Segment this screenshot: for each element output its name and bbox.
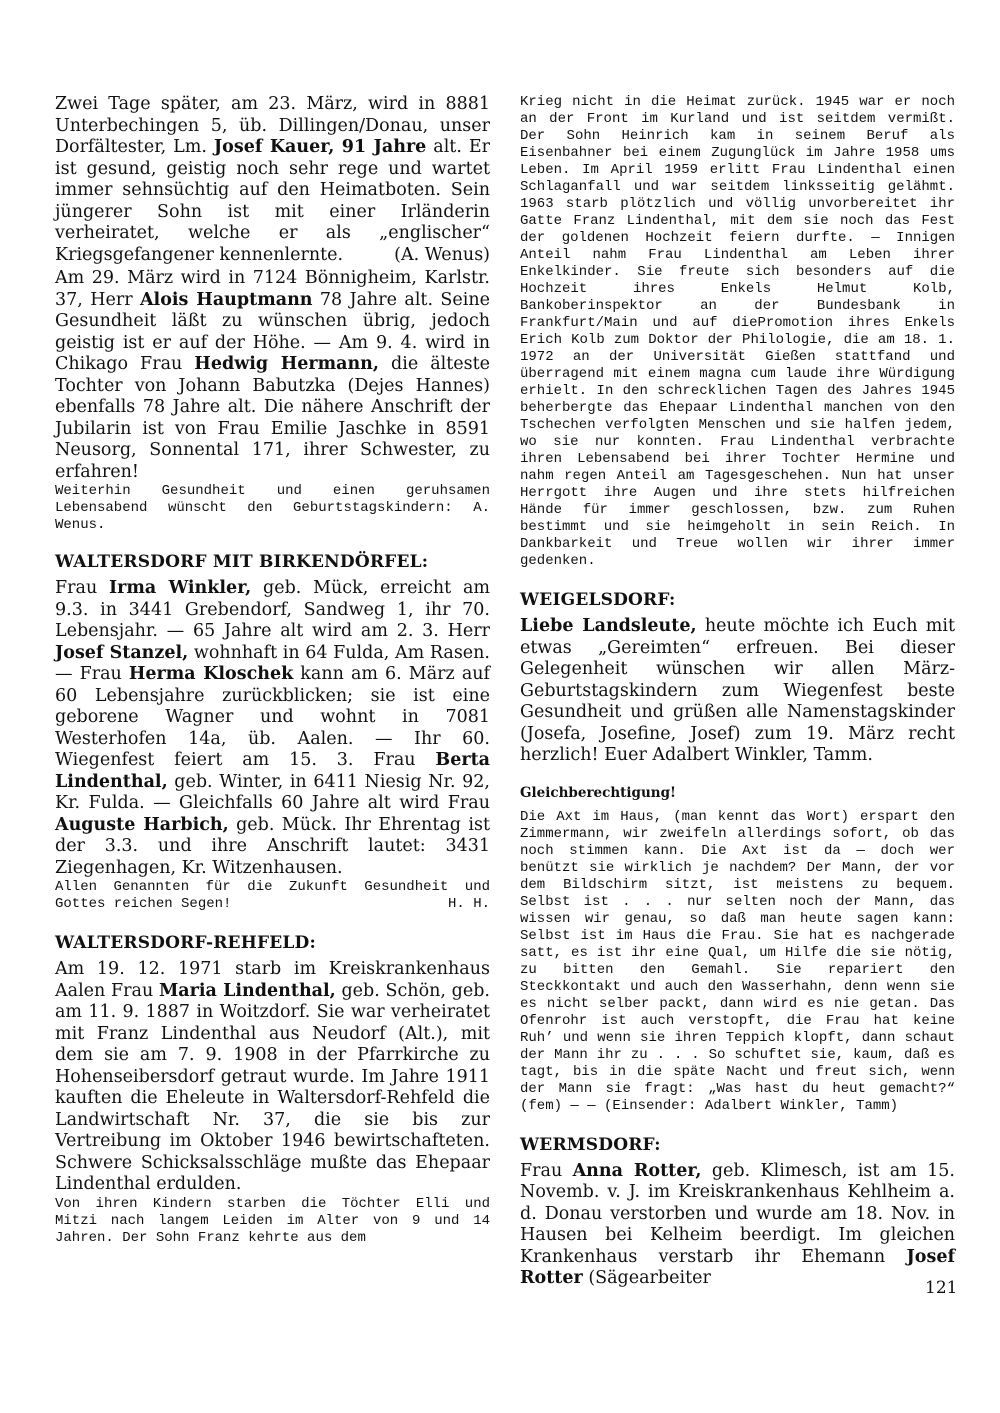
paragraph-rehfeld	[55, 959, 490, 1196]
text: Am 19. 12. 1971 starb im Kreiskrankenhaus Aalen Frau	[55, 959, 490, 1001]
text: Frau	[55, 578, 109, 598]
closing-wish	[55, 879, 490, 913]
text: Am 29. März wird in 7124 Bönnigheim, Karlstr. 37, Herr	[55, 268, 490, 310]
greeting-bold: Liebe Landsleute,	[520, 616, 697, 636]
section-heading-waltersdorf-birkendoerfel: WALTERSDORF MIT BIRKENDÖRFEL:	[55, 552, 429, 572]
paragraph-waltersdorf	[55, 578, 490, 879]
name-bold: Josef Rotter	[520, 1246, 955, 1288]
name-bold: Hedwig Hermann,	[194, 354, 379, 374]
text: geb. Mück. Ihr Ehrentag ist der 3.3. und ihre Anschrift lautet: 3431 Ziegenhagen, Kr. Witzenhausen.	[55, 814, 490, 878]
name-bold: Irma Winkler,	[109, 578, 252, 598]
right-column	[520, 94, 955, 1290]
text: geb. Winter, in 6411 Niesig Nr. 92, Kr. Fulda. — Gleichfalls 60 Jahre alt wird Frau	[55, 771, 490, 813]
name-bold: Josef Kauer, 91 Jahre	[213, 137, 427, 157]
section-heading-weigelsdorf: WEIGELSDORF:	[520, 590, 676, 610]
section-heading-waltersdorf-rehfeld: WALTERSDORF-REHFELD:	[55, 933, 316, 953]
text: wohnhaft in 64 Fulda, Am Rasen. — Frau	[55, 642, 490, 684]
author-signature: (A. Wenus)	[394, 244, 490, 265]
name-bold: Alois Hauptmann	[139, 289, 313, 310]
name-bold: Josef Stanzel,	[55, 642, 189, 663]
text: (Sägearbeiter	[582, 1268, 711, 1288]
closing-wish: Weiterhin Gesundheit und einen geruhsamen Lebensabend wünscht den Geburtstagskindern: A. Wenus.	[55, 483, 490, 533]
text: Zwei Tage später, am 23. März, wird in 8881 Unterbechingen 5, üb. Dillingen/Donau, unser Dorfältester, Lm.	[55, 94, 490, 157]
text: alt. Er ist gesund, geistig noch sehr rege und wartet immer sehnsüchtig auf den Heimatboten. Sein jüngerer Sohn ist mit einer Irländerin verheiratet, welche er als „englischer“ Kriegsgefangener kennenlernte.	[55, 137, 490, 265]
name-bold: Maria Lindenthal,	[158, 980, 336, 1001]
paragraph-hauptmann	[55, 268, 490, 483]
section-heading-wermsdorf: WERMSDORF:	[520, 1134, 661, 1155]
text: 78 Jahre alt. Seine Gesundheit läßt zu wünschen übrig, jedoch geistig ist er auf der Höhe. — Am 9. 4. wird in Chikago Frau	[55, 289, 490, 374]
paragraph-rehfeld-continued: Von ihren Kindern starben die Töchter Elli und Mitzi nach langem Leiden im Alter von 9 und 14 Jahren. Der Sohn Franz kehrte aus dem	[55, 1195, 490, 1246]
name-bold: Herma Kloschek	[128, 664, 294, 684]
paragraph-weigelsdorf	[520, 616, 955, 767]
text: Allen Genannten für die Zukunft Gesundheit und Gottes reichen Segen!	[55, 879, 490, 912]
left-column	[55, 94, 490, 1247]
text: geb. Mück, erreicht am 9.3. in 3441 Grebendorf, Sandweg 1, ihr 70. Lebensjahr. — 65 Jahre alt wird am 2. 3. Herr	[55, 578, 490, 641]
name-bold: Berta Lindenthal,	[55, 750, 490, 792]
text: kann am 6. März auf 60 Lebensjahre zurückblicken; sie ist eine geborene Wagner und wohnt in 7081 Westerhofen 14a, üb. Aalen. — Ihr 60. Wiegenfest feiert am 15. 3. Frau	[55, 664, 490, 770]
name-bold: Auguste Harbich,	[55, 814, 229, 835]
text: die älteste Tochter von Johann Babutzka (Dejes Hannes) ebenfalls 78 Jahre alt. Die nähere Anschrift der Jubilarin ist von Frau Emilie Jaschke in 8591 Neusorg, Sonnental 171, ihrer Schwester, zu erfahren!	[55, 354, 490, 482]
paragraph-lindenthal-obituary: Krieg nicht in die Heimat zurück. 1945 war er noch an der Front im Kurland und ist seitdem vermißt. Der Sohn Heinrich kam in seinem Beruf als Eisenbahner bei einem Zugunglück im Jahre 1958 ums Leben. Im April 1959 erlitt Frau Lindenthal einen Schlaganfall und war seitdem linksseitig gelähmt. 1963 starb plötzlich und völlig unvorbereitet ihr Gatte Franz Lindenthal, mit dem sie noch das Fest der goldenen Hochzeit feiern durfte. — Innigen Anteil nahm Frau Lindenthal am Leben ihrer Enkelkinder. Sie freute sich besonders auf die Hochzeit ihres Enkels Helmut Kolb, Bankoberinspektor an der Bundesbank in Frankfurt/Main und auf diePromotion ihres Enkels Erich Kolb zum Doktor der Philologie, die am 18. 1. 1972 an der Universität Gießen stattfand und überragend mit einem magna cum laude ihre Würdigung erhielt. In den schrecklichen Tagen des Jahres 1945 beherbergte das Ehepaar Lindenthal manchen von den Tschechen verfolgten Menschen und sie halfen jedem, wo sie nur konnten. Frau Lindenthal verbrachte ihren Lebensabend bei ihrer Tochter Hermine und nahm regen Anteil am Tagesgeschehen. Nun hat unser Herrgott ihre Augen und ihre stets hilfreichen Hände für immer geschlossen, bzw. zum Ruhen bestimmt und sie heimgeholt in sein Reich. In Dankbarkeit und Treue wollen wir ihrer immer gedenken.	[520, 94, 955, 569]
author-signature: H. H.	[447, 896, 490, 912]
text: geb. Klimesch, ist am 15. Novemb. v. J. im Kreiskrankenhaus Kehlheim a. d. Donau verstorben und wurde am 18. Nov. in Hausen bei Kelheim beerdigt. Im gleichen Krankenhaus verstarb ihr Ehemann	[520, 1160, 955, 1267]
poem-title: Gleichberechtigung!	[520, 784, 676, 801]
page-number: 121	[925, 1278, 958, 1298]
name-bold: Anna Rotter,	[572, 1160, 702, 1181]
text: Frau	[520, 1160, 573, 1181]
paragraph-wermsdorf	[520, 1161, 955, 1290]
text: heute möchte ich Euch mit etwas „Gereimten“ erfreuen. Bei dieser Gelegenheit wünschen wir allen März-Geburtstagskindern zum Wiegenfest beste Gesundheit und grüßen alle Namenstagskinder (Josefa, Josefine, Josef) zum 19. März recht herzlich! Euer Adalbert Winkler, Tamm.	[520, 616, 956, 765]
poem-text: Die Axt im Haus, (man kennt das Wort) erspart den Zimmermann, wir zweifeln allerdings sofort, ob das noch stimmen kann. Die Axt ist da — doch wer benützt sie wirklich je nachdem? Der Mann, der vor dem Bildschirm sitzt, ist meistens zu bequem. Selbst ist . . . nur selten noch der Mann, das wissen wir genau, so daß man heute sagen kann: Selbst ist im Haus die Frau. Sie hat es nachgerade satt, es ist ihr eine Qual, um Hilfe die sie nötig, zu bitten den Gemahl. Sie repariert den Steckkontakt und auch den Wasserhahn, denn wenn sie es nicht selber packt, dann wird es nie getan. Das Ofenrohr ist auch verstopft, die Frau hat keine Ruh’ und wenn sie ihren Teppich klopft, dann schaut der Mann ihr zu . . . So schuftet sie, kaum, daß es tagt, bis in die späte Nacht und freut sich, wenn der Mann sie fragt: „Was hast du heut gemacht?“ (fem) — — (Einsender: Adalbert Winkler, Tamm)	[520, 808, 955, 1114]
text: geb. Schön, geb. am 11. 9. 1887 in Woitzdorf. Sie war verheiratet mit Franz Lindenthal aus Neudorf (Alt.), mit dem sie am 7. 9. 1908 in der Pfarrkirche zu Hohenseibersdorf getraut wurde. Im Jahre 1911 kauften die Eheleute in Waltersdorf-Rehfeld die Landwirtschaft Nr. 37, die sie bis zur Vertreibung im Oktober 1946 bewirtschafteten. Schwere Schicksalsschläge mußte das Ehepaar Lindenthal erdulden.	[55, 980, 490, 1194]
paragraph-kauer	[55, 94, 490, 266]
